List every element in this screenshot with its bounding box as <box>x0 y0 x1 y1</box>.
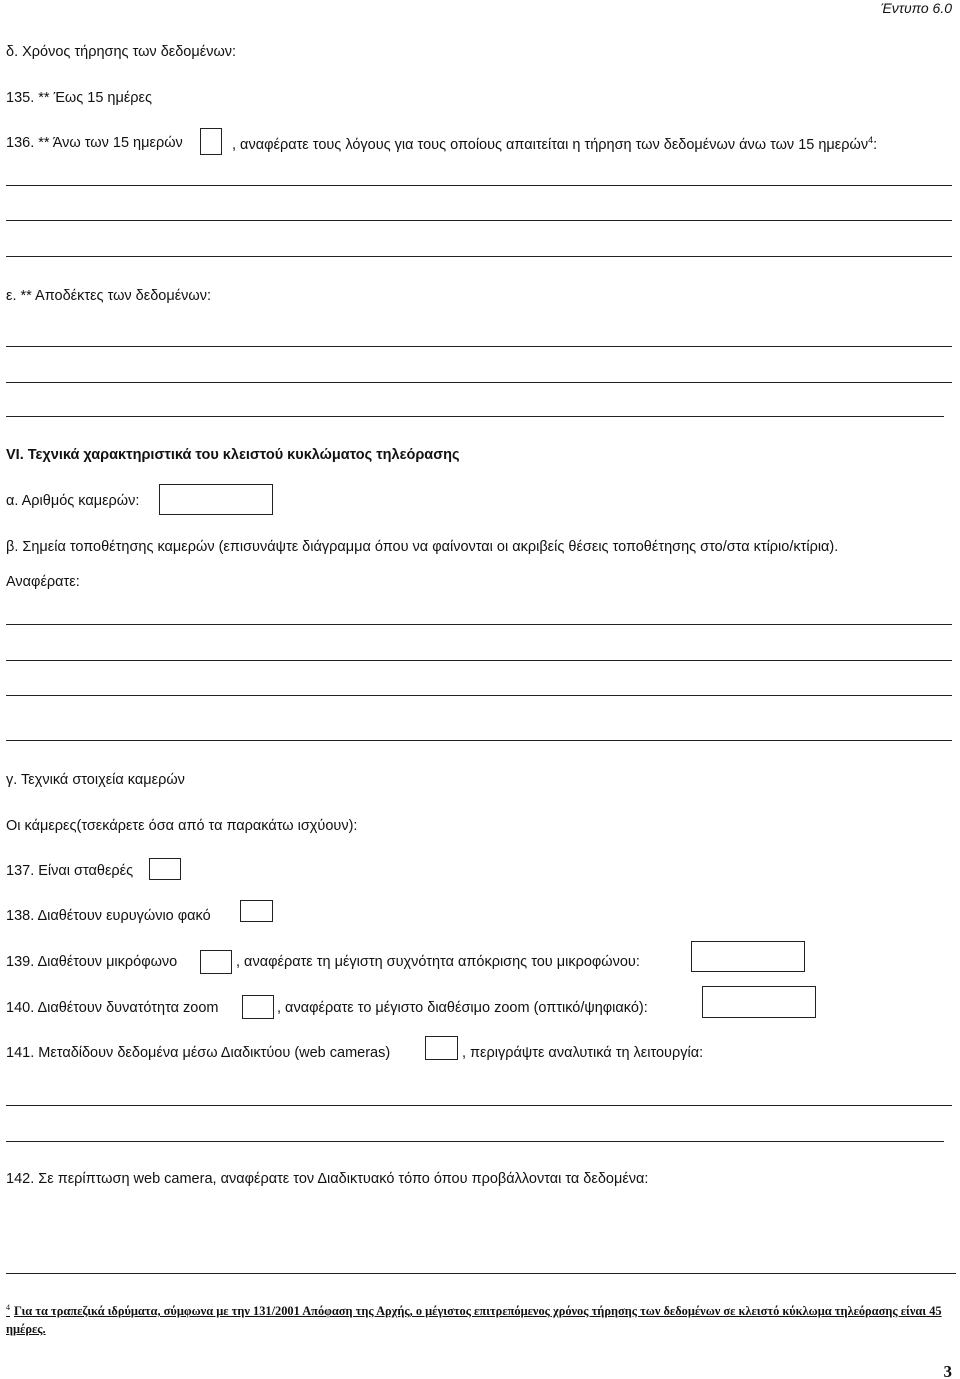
item-137-label: 137. Είναι σταθερές <box>6 863 134 879</box>
item-139-question: , αναφέρατε τη μέγιστη συχνότητα απόκρισης του μικροφώνου: <box>236 954 640 970</box>
answer-line-e-2[interactable] <box>6 382 952 383</box>
item-138-label: 138. Διαθέτουν ευρυγώνιο φακό <box>6 908 211 924</box>
answer-line-141-2[interactable] <box>6 1141 944 1142</box>
footnote-text: Για τα τραπεζικά ιδρύματα, σύμφωνα με την 131/2001 Απόφαση της Αρχής, ο μέγιστος επιτρεπόμενος χρόνος τήρησης των δεδομένων σε κλειστό κύκλωμα τηλεόρασης είναι 45 ημέρες. <box>6 1304 942 1336</box>
footnote-number: 4 <box>6 1303 10 1312</box>
camera-placement-mention: Αναφέρατε: <box>6 574 80 590</box>
footnote-separator <box>6 1273 956 1274</box>
item-141-question: , περιγράψτε αναλυτικά τη λειτουργία: <box>462 1045 704 1061</box>
answer-line-beta-3[interactable] <box>6 695 952 696</box>
item-136-label: 136. ** Άνω των 15 ημερών <box>6 135 183 151</box>
section-d-title: δ. Χρόνος τήρησης των δεδομένων: <box>6 44 237 60</box>
section-e-title: ε. ** Αποδέκτες των δεδομένων: <box>6 288 212 304</box>
item-141-label: 141. Μεταδίδουν δεδομένα μέσω Διαδικτύου (web cameras) <box>6 1045 391 1061</box>
item-137-checkbox[interactable] <box>149 858 181 880</box>
form-code: Έντυπο 6.0 <box>880 0 952 16</box>
answer-line-136-1[interactable] <box>6 185 952 186</box>
item-142-label: 142. Σε περίπτωση web camera, αναφέρατε τον Διαδικτυακό τόπο όπου προβάλλονται τα δεδομένα: <box>6 1171 649 1187</box>
camera-count-label: α. Αριθμός καμερών: <box>6 493 140 509</box>
answer-line-beta-4[interactable] <box>6 740 952 741</box>
item-136-checkbox[interactable] <box>200 128 222 155</box>
camera-placement-label: β. Σημεία τοποθέτησης καμερών (επισυνάψτε διάγραμμα όπου να φαίνονται οι ακριβείς θέσεις τοποθέτησης στο/στα κτίριο/κτίρια). <box>6 539 839 555</box>
answer-line-136-2[interactable] <box>6 220 952 221</box>
item-136-question-text: , αναφέρατε τους λόγους για τους οποίους απαιτείται η τήρηση των δεδομένων άνω των 15 ημερών <box>232 136 869 153</box>
item-140-question: , αναφέρατε το μέγιστο διαθέσιμο zoom (οπτικό/ψηφιακό): <box>277 1000 648 1016</box>
item-140-label: 140. Διαθέτουν δυνατότητα zoom <box>6 1000 219 1016</box>
item-138-checkbox[interactable] <box>240 900 273 922</box>
item-136-colon: : <box>873 136 878 153</box>
section-vi-title: VI. Τεχνικά χαρακτηριστικά του κλειστού κυκλώματος τηλεόρασης <box>6 447 460 463</box>
answer-line-141-1[interactable] <box>6 1105 952 1106</box>
item-139-checkbox[interactable] <box>200 950 232 974</box>
answer-line-e-1[interactable] <box>6 346 952 347</box>
item-135-label: 135. ** Έως 15 ημέρες <box>6 90 153 106</box>
page-number: 3 <box>943 1362 952 1379</box>
technical-specs-title: γ. Τεχνικά στοιχεία καμερών <box>6 772 185 788</box>
answer-line-beta-2[interactable] <box>6 660 952 661</box>
cameras-intro: Οι κάμερες(τσεκάρετε όσα από τα παρακάτω ισχύουν): <box>6 818 358 834</box>
camera-count-field[interactable] <box>159 484 273 515</box>
footnote <box>6 1299 956 1338</box>
max-zoom-field[interactable] <box>702 986 816 1018</box>
footnote-ref: 4 <box>868 135 874 145</box>
answer-line-136-3[interactable] <box>6 256 952 257</box>
answer-line-beta-1[interactable] <box>6 624 952 625</box>
item-139-label: 139. Διαθέτουν μικρόφωνο <box>6 954 178 970</box>
mic-frequency-field[interactable] <box>691 941 805 972</box>
item-140-checkbox[interactable] <box>242 995 274 1019</box>
item-141-checkbox[interactable] <box>425 1036 458 1060</box>
item-136-question <box>232 135 877 153</box>
answer-line-e-3[interactable] <box>6 416 944 417</box>
